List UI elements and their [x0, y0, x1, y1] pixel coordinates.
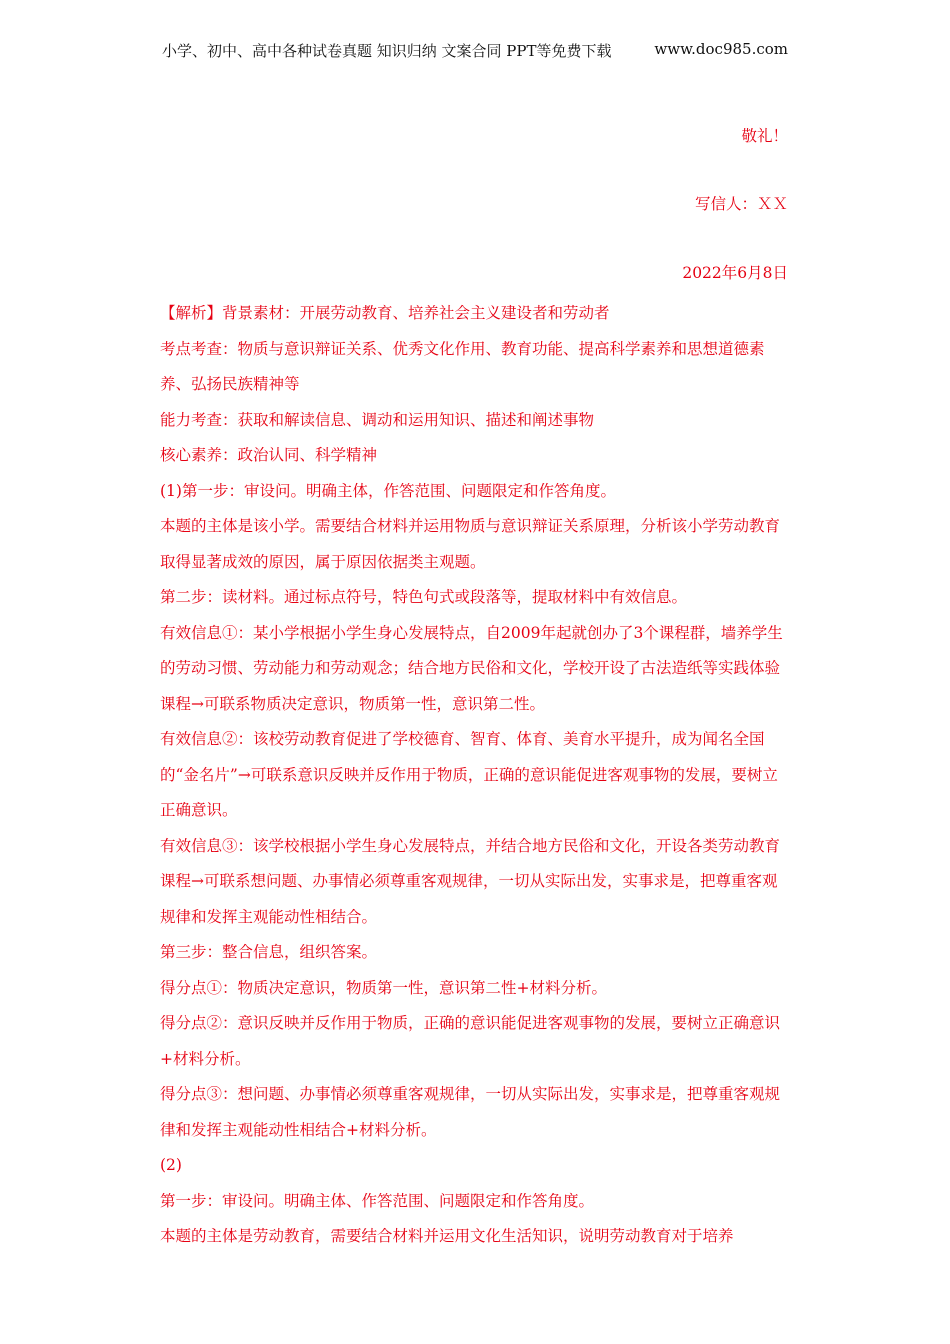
analysis-score-3: 得分点③：想问题、办事情必须尊重客观规律，一切从实际出发，实事求是，把尊重客观规律和发挥主观能动性相结合+材料分析。 [160, 1085, 781, 1139]
analysis-q2-step1: 第一步：审设问。明确主体、作答范围、问题限定和作答角度。 [160, 1191, 595, 1210]
analysis-info-2: 有效信息②：该校劳动教育促进了学校德育、智育、体育、美育水平提升，成为闻名全国的“金名片”→可联系意识反映并反作用于物质，正确的意识能促进客观事物的发展，要树立正确意识。 [160, 730, 778, 819]
analysis-info-3: 有效信息③：该学校根据小学生身心发展特点，并结合地方民俗和文化，开设各类劳动教育课程→可联系想问题、办事情必须尊重客观规律，一切从实际出发，实事求是，把尊重客观规律和发挥主观能动性相结合。 [160, 836, 781, 926]
header-resource-text: 小学、初中、高中各种试卷真题 知识归纳 文案合同 PPT等免费下载 [162, 42, 612, 60]
analysis-q1-step2: 第二步：读材料。通过标点符号，特色句式或段落等，提取材料中有效信息。 [160, 588, 688, 606]
analysis-test-points: 考点考查：物质与意识辩证关系、优秀文化作用、教育功能、提高科学素养和思想道德素养、弘扬民族精神等 [160, 339, 765, 393]
letter-signer: 写信人：ＸＸ [694, 195, 788, 213]
header-site-url: www.doc985.com [654, 40, 788, 58]
analysis-ability: 能力考查：获取和解读信息、调动和运用知识、描述和阐述事物 [160, 410, 595, 429]
analysis-q1-subject: 本题的主体是该小学。需要结合材料并运用物质与意识辩证关系原理，分析该小学劳动教育取得显著成效的原因，属于原因依据类主观题。 [160, 517, 781, 571]
analysis-core-literacy: 核心素养：政治认同、科学精神 [160, 446, 378, 464]
letter-closing: 敬礼！ [741, 127, 788, 145]
analysis-q1-step3: 第三步：整合信息，组织答案。 [160, 943, 378, 961]
page-header [162, 40, 788, 61]
analysis-background: 【解析】背景素材：开展劳动教育、培养社会主义建设者和劳动者 [160, 304, 610, 322]
analysis-score-2: 得分点②：意识反映并反作用于物质，正确的意识能促进客观事物的发展，要树立正确意识+材料分析。 [160, 1014, 781, 1068]
analysis-q1-step1: (1)第一步：审设问。明确主体，作答范围、问题限定和作答角度。 [160, 481, 616, 500]
letter-date: 2022年6月8日 [682, 264, 788, 282]
analysis-section [160, 296, 790, 1255]
analysis-info-1: 有效信息①：某小学根据小学生身心发展特点，自2009年起就创办了3个课程群，墙养学生的劳动习惯、劳动能力和劳动观念；结合地方民俗和文化，学校开设了古法造纸等实践体验课程→可联系物质决定意识，物质第一性，意识第二性。 [160, 623, 783, 713]
analysis-score-1: 得分点①：物质决定意识，物质第一性，意识第二性+材料分析。 [160, 978, 607, 997]
analysis-q2-subject: 本题的主体是劳动教育，需要结合材料并运用文化生活知识，说明劳动教育对于培养 [160, 1227, 734, 1245]
analysis-q2-label: (2) [160, 1156, 182, 1174]
